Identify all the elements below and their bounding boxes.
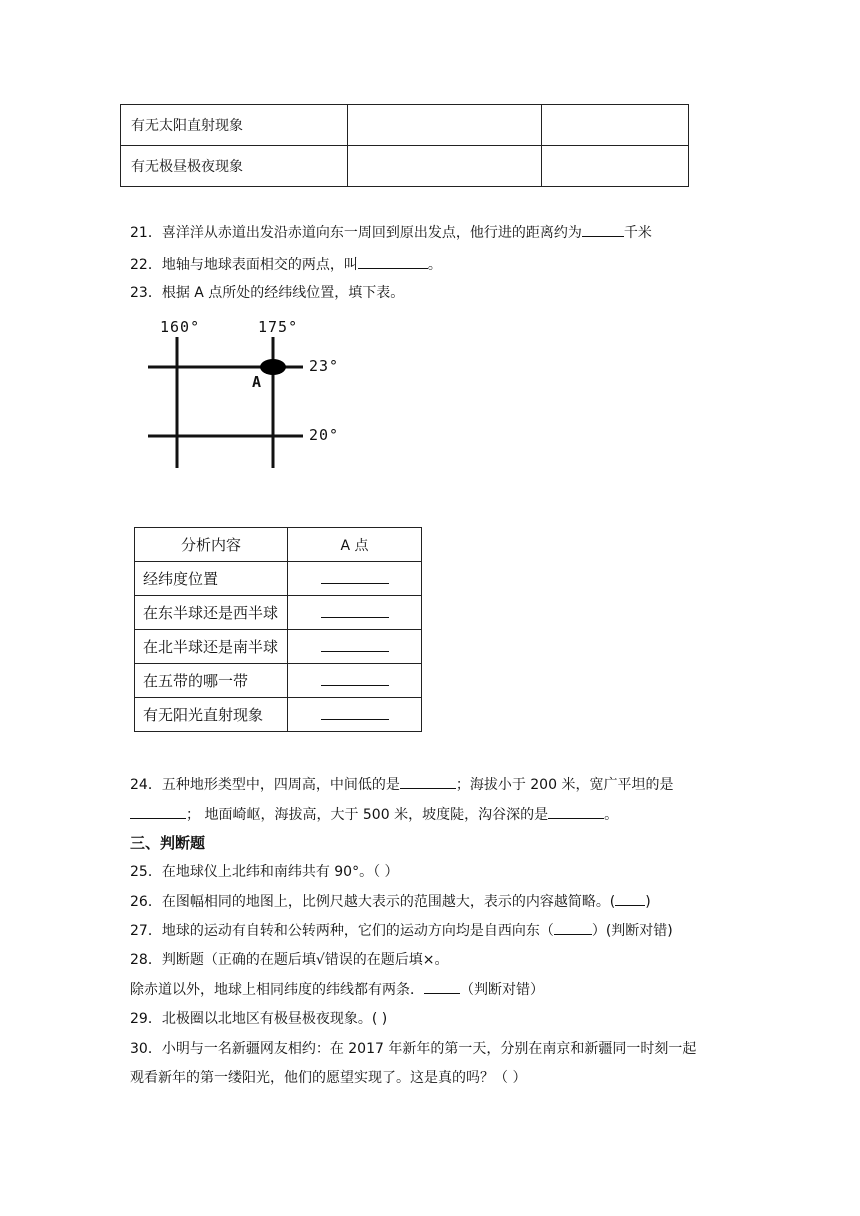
table-row — [121, 105, 689, 146]
question-22: 22．地轴与地球表面相交的两点，叫 。 — [130, 254, 442, 275]
longitude-label-left: 160° — [160, 318, 201, 336]
longitude-label-right: 175° — [258, 318, 299, 336]
row-label: 有无太阳直射现象 — [121, 105, 348, 146]
answer-cell[interactable] — [542, 146, 689, 187]
question-29: 29．北极圈以北地区有极昼极夜现象。( ) — [130, 1011, 388, 1027]
answer-blank[interactable] — [554, 920, 592, 935]
row-label: 在五带的哪一带 — [135, 664, 288, 698]
question-23: 23．根据 A 点所处的经纬线位置，填下表。 — [130, 285, 405, 301]
analysis-table — [134, 527, 422, 732]
question-25: 25．在地球仪上北纬和南纬共有 90°。（ ） — [130, 864, 399, 880]
row-label: 在东半球还是西半球 — [135, 596, 288, 630]
answer-blank[interactable] — [321, 707, 389, 720]
table-row — [135, 562, 422, 596]
answer-blank[interactable] — [321, 571, 389, 584]
sun-phenomena-table — [120, 104, 689, 187]
answer-blank[interactable] — [321, 639, 389, 652]
row-label: 经纬度位置 — [135, 562, 288, 596]
answer-blank[interactable] — [321, 605, 389, 618]
table-row — [135, 698, 422, 732]
point-a-label: A — [252, 373, 263, 391]
question-21: 21．喜洋洋从赤道出发沿赤道向东一周回到原出发点，他行进的距离约为 千米 — [130, 222, 652, 243]
answer-cell[interactable] — [542, 105, 689, 146]
table-row — [135, 630, 422, 664]
column-header: A 点 — [288, 528, 422, 562]
table-row — [135, 664, 422, 698]
row-label: 有无阳光直射现象 — [135, 698, 288, 732]
table-row — [121, 146, 689, 187]
row-label: 有无极昼极夜现象 — [121, 146, 348, 187]
point-a-marker — [260, 359, 286, 375]
table-header-row — [135, 528, 422, 562]
column-header: 分析内容 — [135, 528, 288, 562]
section-title: 三、判断题 — [130, 834, 206, 852]
question-24-line-2: ； 地面崎岖，海拔高，大于 500 米，坡度陡，沟谷深的是 。 — [130, 804, 618, 825]
question-24-line-1: 24．五种地形类型中，四周高，中间低的是 ；海拔小于 200 米，宽广平坦的是 — [130, 774, 673, 795]
question-30-line-1: 30．小明与一名新疆网友相约：在 2017 年新年的第一天，分别在南京和新疆同一时刻一起 — [130, 1041, 697, 1057]
answer-blank[interactable] — [358, 254, 428, 269]
answer-cell[interactable] — [348, 105, 542, 146]
question-27: 27．地球的运动有自转和公转两种，它们的运动方向均是自西向东（ ）(判断对错) — [130, 920, 673, 941]
question-30-line-2: 观看新年的第一缕阳光，他们的愿望实现了。这是真的吗？（ ） — [130, 1070, 527, 1086]
answer-blank[interactable] — [615, 891, 645, 906]
question-26: 26．在图幅相同的地图上，比例尺越大表示的范围越大，表示的内容越简略。( ) — [130, 891, 651, 912]
answer-blank[interactable] — [321, 673, 389, 686]
latitude-label-top: 23° — [309, 357, 340, 375]
answer-cell[interactable] — [348, 146, 542, 187]
answer-blank[interactable] — [582, 222, 624, 237]
row-label: 在北半球还是南半球 — [135, 630, 288, 664]
question-28-statement: 除赤道以外，地球上相同纬度的纬线都有两条． （判断对错） — [130, 979, 544, 1000]
answer-blank[interactable] — [400, 774, 456, 789]
answer-blank[interactable] — [130, 804, 186, 819]
answer-blank[interactable] — [548, 804, 604, 819]
latitude-label-bottom: 20° — [309, 426, 340, 444]
answer-blank[interactable] — [424, 979, 460, 994]
question-28: 28．判断题（正确的在题后填√错误的在题后填×。 — [130, 952, 449, 968]
table-row — [135, 596, 422, 630]
lat-lon-grid-figure — [140, 315, 360, 475]
